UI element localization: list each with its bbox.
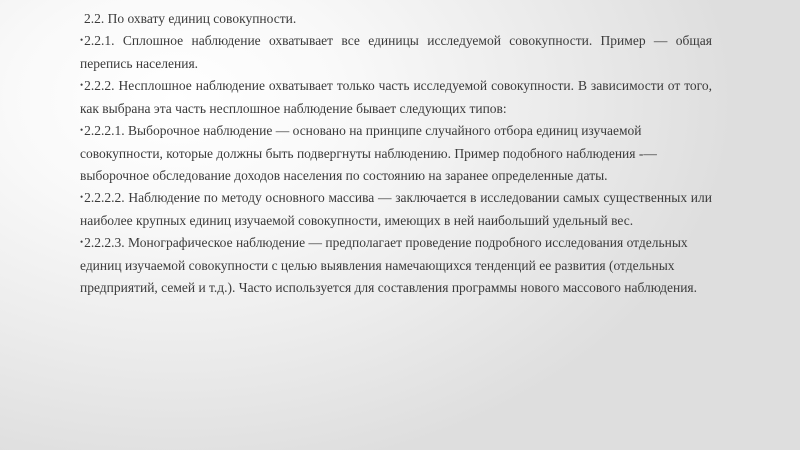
paragraph-text: 2.2.1. Сплошное наблюдение охватывает все единицы исследуемой совокупности. Пример — общая перепись населения. <box>80 33 712 71</box>
bullet-icon: • <box>80 237 84 247</box>
section-heading <box>80 8 712 30</box>
bullet-paragraph-sample-observation <box>80 120 712 187</box>
bullet-paragraph-monographic-observation <box>80 232 712 299</box>
bullet-paragraph-main-array-observation <box>80 187 712 232</box>
paragraph-text: 2.2.2.3. Монографическое наблюдение — предполагает проведение подробного исследования отдельных единиц изучаемой совокупности с целью выявления намечающихся тенденций ее развития (отдельных предприятий, семей и т.д.). Часто используется для составления программы нового массового наблюдения. <box>80 235 698 295</box>
paragraph-text: 2.2.2.2. Наблюдение по методу основного массива — заключается в исследовании самых существенных или наиболее крупных единиц изучаемой совокупности, имеющих в ней наибольший удельный вес. <box>80 190 712 228</box>
bullet-paragraph-partial-observation <box>80 75 712 120</box>
slide-body <box>80 8 712 299</box>
bullet-paragraph-full-observation <box>80 30 712 75</box>
section-heading-text: 2.2. По охвату единиц совокупности. <box>84 11 297 26</box>
paragraph-text: 2.2.2. Несплошное наблюдение охватывает только часть исследуемой совокупности. В зависимости от того, как выбрана эта часть несплошное наблюдение бывает следующих типов: <box>80 78 712 116</box>
bullet-icon: • <box>80 35 84 45</box>
bullet-icon: • <box>80 192 84 202</box>
bullet-icon: • <box>80 125 84 135</box>
bullet-icon: • <box>80 80 84 90</box>
paragraph-text: 2.2.2.1. Выборочное наблюдение — основано на принципе случайного отбора единиц изучаемой совокупности, которые должны быть подвергнуты наблюдению. Пример подобного наблюдения -— выборочное обследование доходов населения по состоянию на заранее определенные даты. <box>80 123 657 183</box>
